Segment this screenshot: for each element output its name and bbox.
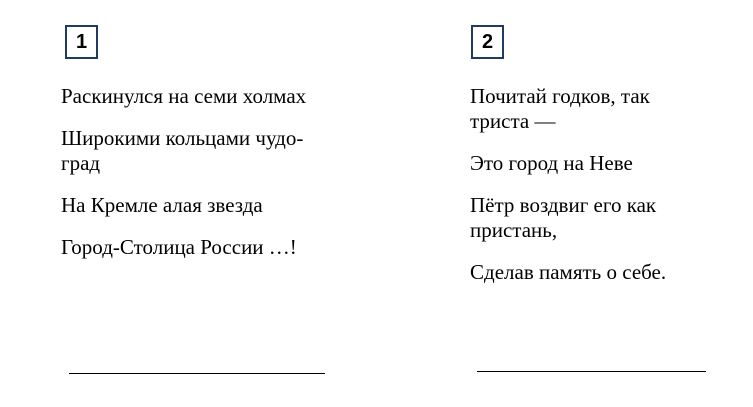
riddle-line: Город-Столица России …! bbox=[61, 235, 297, 259]
riddle-line: Раскинулся на семи холмах bbox=[61, 84, 307, 108]
riddle-text bbox=[470, 84, 666, 302]
card-number-badge: 1 bbox=[65, 25, 98, 59]
answer-line bbox=[69, 373, 325, 374]
answer-line bbox=[477, 371, 706, 372]
riddle-line: Пётр воздвиг его как пристань, bbox=[470, 193, 657, 242]
card-number-badge: 2 bbox=[471, 25, 504, 59]
riddle-line: Широкими кольцами чудо- град bbox=[61, 126, 304, 175]
riddle-line: Почитай годков, так триста — bbox=[470, 84, 650, 133]
riddle-text bbox=[61, 84, 306, 277]
riddle-line: Это город на Неве bbox=[470, 151, 633, 175]
riddle-line: Сделав память о себе. bbox=[470, 260, 667, 284]
riddle-line: На Кремле алая звезда bbox=[61, 193, 263, 217]
